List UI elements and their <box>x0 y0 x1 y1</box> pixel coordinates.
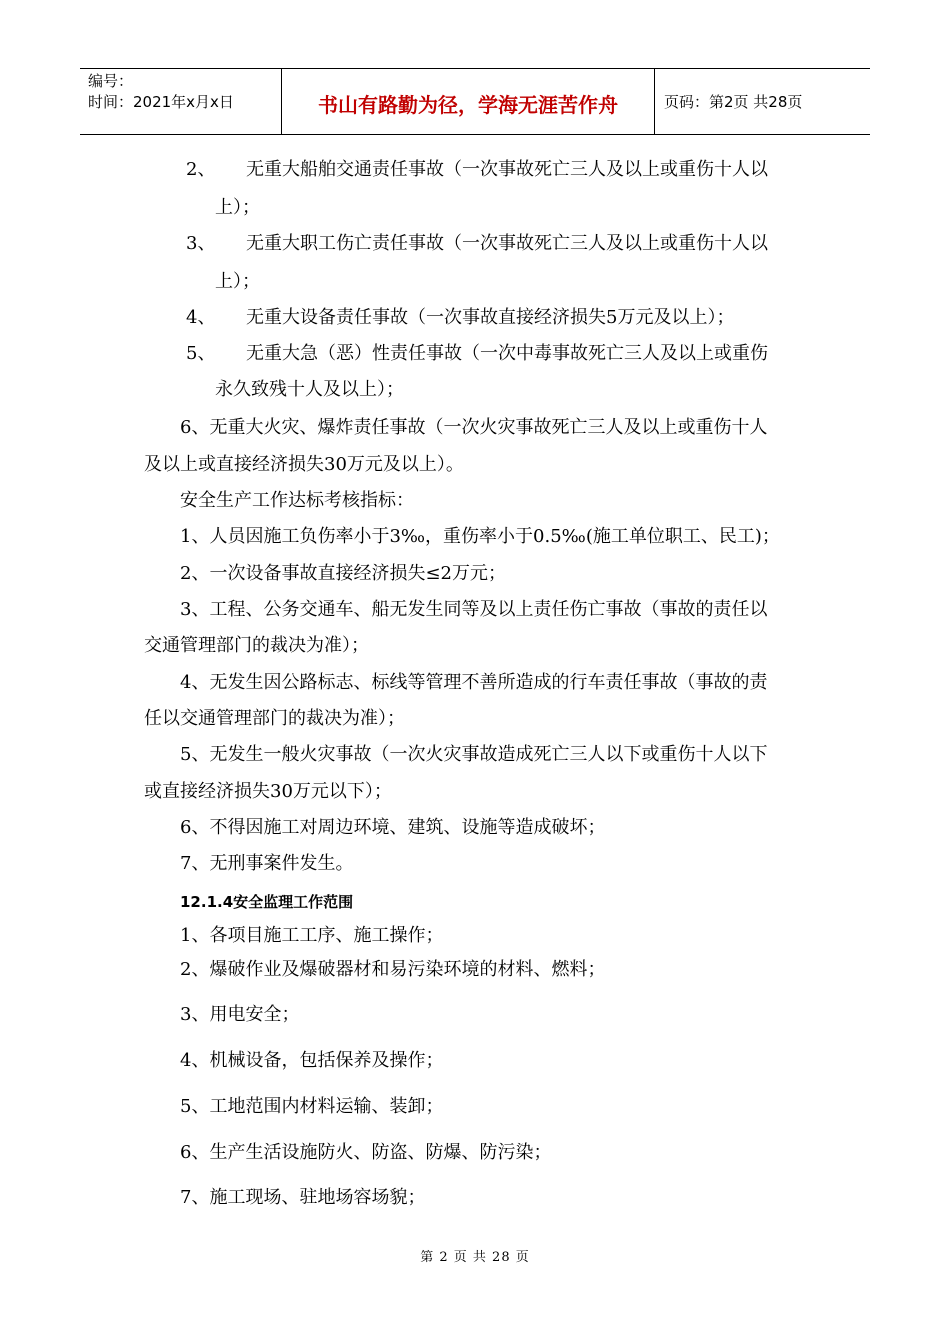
list-item: 2、爆破作业及爆破器材和易污染环境的材料、燃料； <box>180 959 606 980</box>
list-item <box>186 158 768 182</box>
item-number: 5、 <box>186 343 216 364</box>
list-item: 6、无重大火灾、爆炸责任事故（一次火灾事故死亡三人及以上或重伤十人 <box>180 417 768 438</box>
list-item-continuation: 永久致残十人及以上）； <box>215 379 404 400</box>
item-text: 无重大设备责任事故（一次事故直接经济损失5万元及以上）； <box>246 307 735 328</box>
list-item-continuation: 任以交通管理部门的裁决为准）； <box>144 708 405 729</box>
list-item: 1、人员因施工负伤率小于3‰，重伤率小于0.5‰(施工单位职工、民工)； <box>180 526 780 547</box>
list-item: 1、各项目施工工序、施工操作； <box>180 925 444 946</box>
list-item <box>186 232 768 256</box>
header-time-label: 时间：2021年x月x日 <box>88 93 234 111</box>
item-number: 4、 <box>186 307 216 328</box>
list-item: 5、无发生一般火灾事故（一次火灾事故造成死亡三人以下或重伤十人以下 <box>180 744 768 765</box>
list-item: 6、生产生活设施防火、防盗、防爆、防污染； <box>180 1142 552 1163</box>
list-item: 4、无发生因公路标志、标线等管理不善所造成的行车责任事故（事故的责 <box>180 672 768 693</box>
item-text: 无重大船舶交通责任事故（一次事故死亡三人及以上或重伤十人以 <box>246 159 768 180</box>
item-number: 3、 <box>186 233 216 254</box>
list-item <box>186 306 734 330</box>
list-item-continuation: 或直接经济损失30万元以下）； <box>144 781 392 802</box>
assessment-title: 安全生产工作达标考核指标： <box>180 490 414 511</box>
header-meta <box>80 69 282 134</box>
list-item-continuation: 及以上或直接经济损失30万元及以上）。 <box>144 454 464 475</box>
list-item <box>186 342 768 366</box>
list-item-continuation: 上）； <box>215 271 260 292</box>
item-text: 无重大职工伤亡责任事故（一次事故死亡三人及以上或重伤十人以 <box>246 233 768 254</box>
list-item: 3、用电安全； <box>180 1004 300 1025</box>
page-footer: 第 2 页 共 28 页 <box>420 1250 530 1265</box>
list-item: 6、不得因施工对周边环境、建筑、设施等造成破坏； <box>180 817 606 838</box>
list-item-continuation: 上）； <box>215 197 260 218</box>
header-motto: 书山有路勤为径，学海无涯苦作舟 <box>282 69 655 134</box>
list-item: 4、机械设备，包括保养及操作； <box>180 1050 444 1071</box>
list-item: 5、工地范围内材料运输、装卸； <box>180 1096 444 1117</box>
header-number-label: 编号： <box>88 72 134 90</box>
list-item: 7、施工现场、驻地场容场貌； <box>180 1187 426 1208</box>
section-heading: 12.1.4安全监理工作范围 <box>180 893 354 911</box>
list-item-continuation: 交通管理部门的裁决为准）； <box>144 635 369 656</box>
item-number: 2、 <box>186 159 216 180</box>
page-header <box>80 68 870 135</box>
item-text: 无重大急（恶）性责任事故（一次中毒事故死亡三人及以上或重伤 <box>246 343 768 364</box>
list-item: 3、工程、公务交通车、船无发生同等及以上责任伤亡事故（事故的责任以 <box>180 599 768 620</box>
list-item: 7、无刑事案件发生。 <box>180 853 354 874</box>
header-page-label: 页码：第2页 共28页 <box>664 93 803 111</box>
list-item: 2、一次设备事故直接经济损失≤2万元； <box>180 563 506 584</box>
